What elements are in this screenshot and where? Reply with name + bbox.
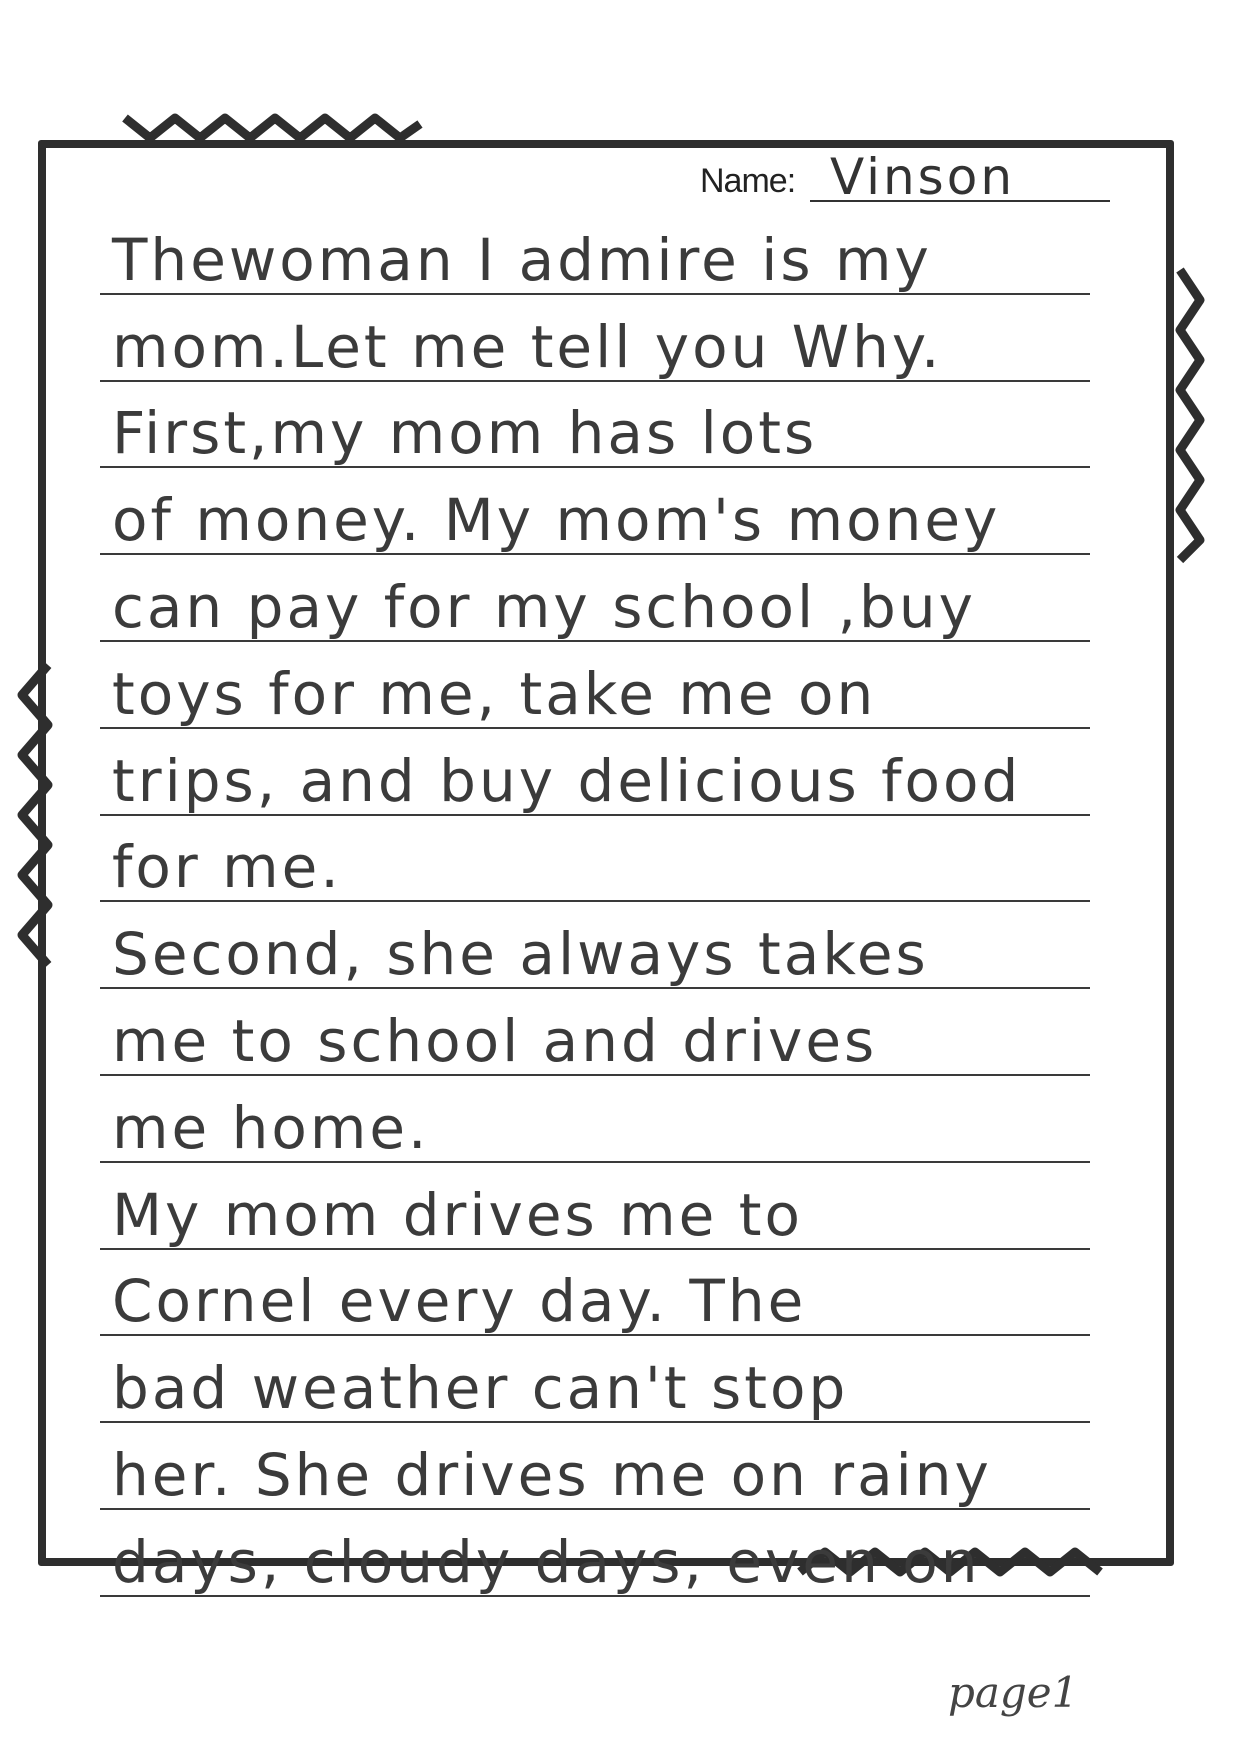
essay-line: [100, 1423, 1090, 1510]
essay-line-text: me home.: [112, 1093, 430, 1162]
student-name: Vinson: [830, 148, 1016, 206]
essay-line-text: trips, and buy delicious food: [112, 746, 1022, 815]
essay-line-text: bad weather can't stop: [112, 1354, 849, 1423]
essay-line-text: days, cloudy days, even on: [112, 1527, 981, 1596]
essay-line: [100, 555, 1090, 642]
essay-line-text: Thewoman I admire is my: [112, 225, 932, 294]
essay-line-text: toys for me, take me on: [112, 659, 877, 728]
essay-line: [100, 902, 1090, 989]
essay-line: [100, 1336, 1090, 1423]
essay-line-text: for me.: [112, 833, 342, 902]
essay-line: [100, 295, 1090, 382]
essay-line-text: her. She drives me on rainy: [112, 1440, 992, 1509]
essay-line: [100, 468, 1090, 555]
top-zigzag-decoration: [125, 118, 420, 138]
essay-line: [100, 729, 1090, 816]
essay-ruled-lines: [100, 208, 1090, 1597]
essay-line-text: of money. My mom's money: [112, 486, 1001, 555]
name-label: Name:: [700, 162, 796, 200]
essay-line: [100, 816, 1090, 903]
essay-line-text: can pay for my school ,buy: [112, 572, 976, 641]
essay-line-text: me to school and drives: [112, 1006, 878, 1075]
essay-line: [100, 642, 1090, 729]
essay-line: [100, 1163, 1090, 1250]
essay-line: [100, 1510, 1090, 1597]
essay-line: [100, 208, 1090, 295]
ruled-line-stroke: [100, 1595, 1090, 1597]
right-zigzag-decoration: [1180, 270, 1200, 560]
essay-line: [100, 1076, 1090, 1163]
name-underline: [810, 200, 1110, 202]
left-zigzag-decoration: [22, 665, 48, 965]
essay-line-text: Second, she always takes: [112, 920, 929, 989]
essay-line: [100, 989, 1090, 1076]
essay-line-text: My mom drives me to: [112, 1180, 804, 1249]
essay-line: [100, 1250, 1090, 1337]
essay-line-text: First,my mom has lots: [112, 399, 818, 468]
essay-line: [100, 382, 1090, 469]
essay-line-text: mom.Let me tell you Why.: [112, 312, 943, 381]
name-field-row: [700, 150, 1110, 206]
page-number: page1: [948, 1668, 1079, 1717]
essay-line-text: Cornel every day. The: [112, 1267, 807, 1336]
